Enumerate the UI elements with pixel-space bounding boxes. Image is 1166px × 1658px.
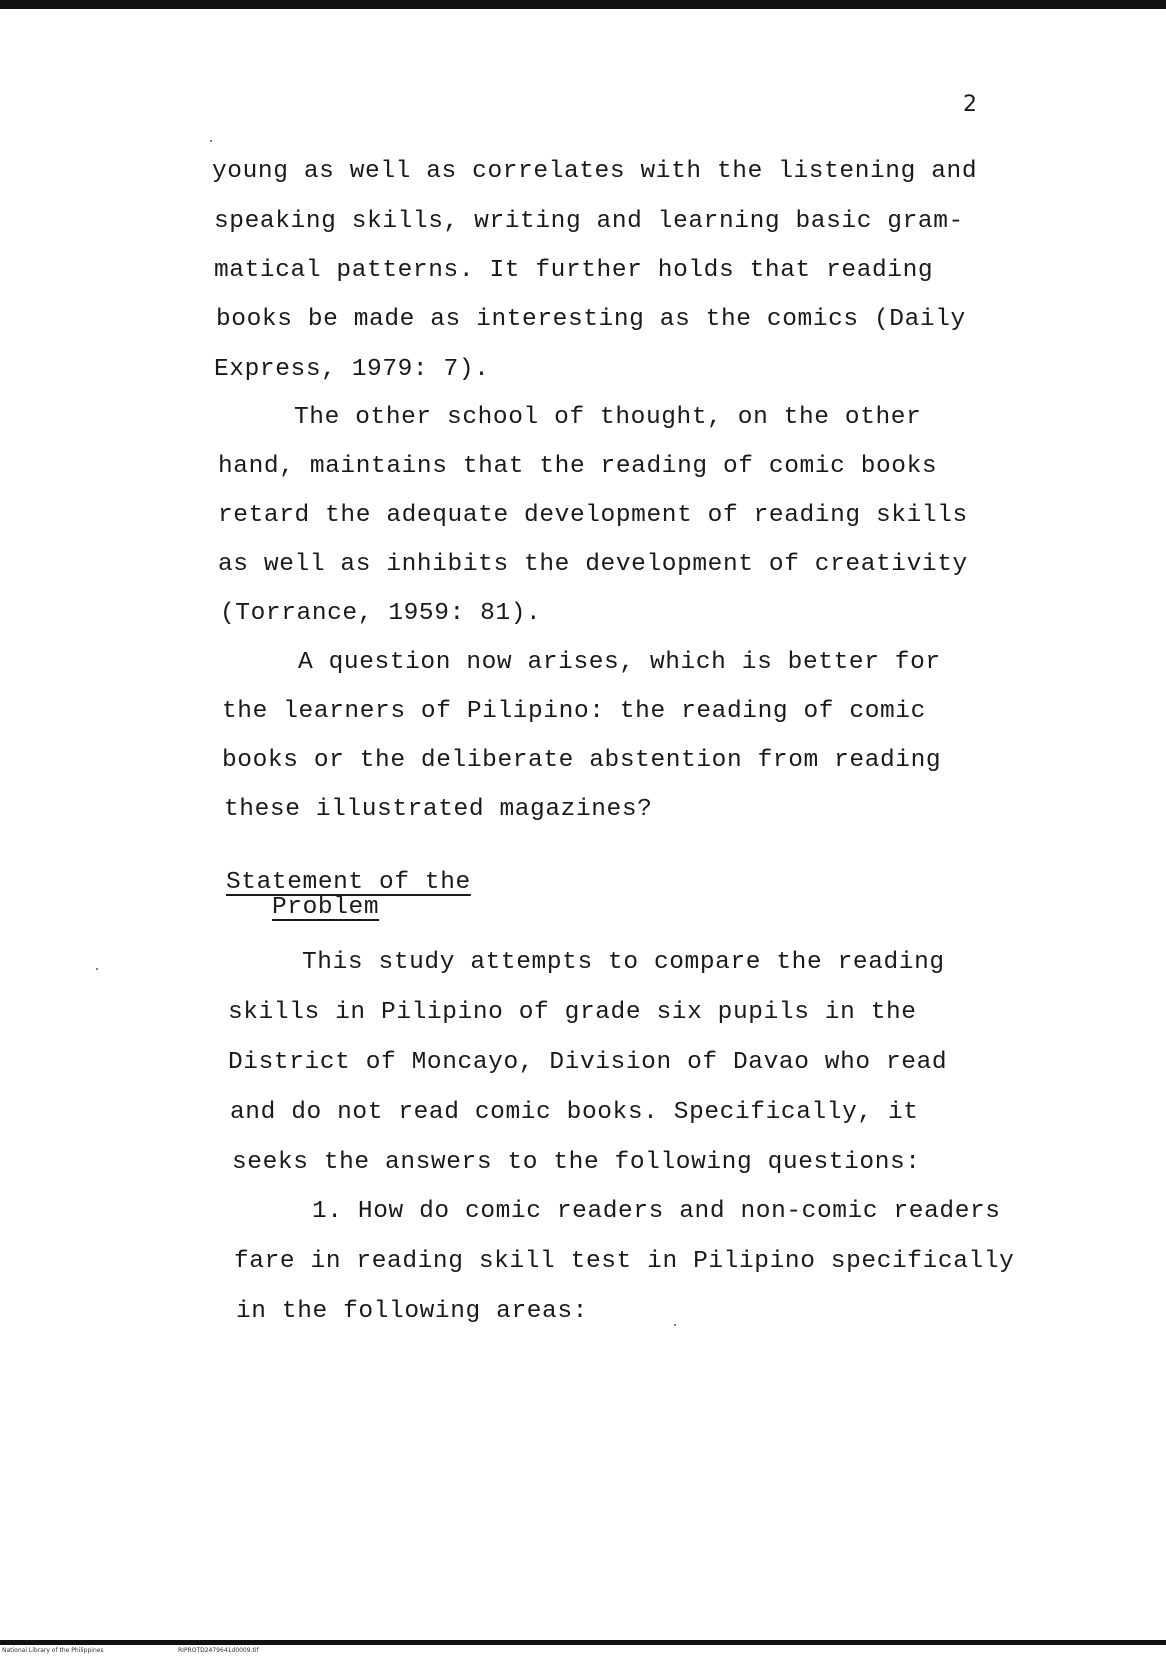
text-line: speaking skills, writing and learning basic gram-	[214, 208, 964, 235]
text-line: matical patterns. It further holds that reading	[214, 257, 934, 284]
text-line: A question now arises, which is better for	[298, 649, 941, 676]
text-line: books be made as interesting as the comics (Daily	[216, 306, 966, 333]
text-line: This study attempts to compare the reading	[302, 949, 945, 976]
text-line: (Torrance, 1959: 81).	[220, 600, 542, 627]
text-line: the learners of Pilipino: the reading of comic	[222, 698, 926, 725]
text-line: fare in reading skill test in Pilipino specifically	[234, 1248, 1015, 1275]
text-line: and do not read comic books. Specifically, it	[230, 1099, 919, 1126]
footer-file-code: RIPROTD2479641d0009.tif	[178, 1647, 259, 1654]
text-line: books or the deliberate abstention from reading	[222, 747, 942, 774]
text-line: skills in Pilipino of grade six pupils in the	[228, 999, 917, 1026]
text-line: seeks the answers to the following questions:	[232, 1149, 921, 1176]
text-line: The other school of thought, on the other	[294, 404, 922, 431]
text-line: in the following areas:	[236, 1298, 588, 1325]
scan-bottom-border	[0, 1640, 1166, 1645]
text-line: 1. How do comic readers and non-comic readers	[312, 1198, 1001, 1225]
footer-caption: National Library of the Philippines	[2, 1647, 104, 1654]
section-heading-line2: Problem	[272, 894, 380, 921]
text-line: retard the adequate development of reading skills	[218, 502, 968, 529]
text-line: hand, maintains that the reading of comic books	[218, 453, 938, 480]
text-line: young as well as correlates with the listening and	[212, 158, 978, 185]
text-line: as well as inhibits the development of creativity	[218, 551, 968, 578]
scan-speck	[210, 140, 212, 142]
text-line: these illustrated magazines?	[224, 796, 653, 823]
scan-speck	[96, 968, 98, 970]
text-line: Express, 1979: 7).	[214, 356, 490, 383]
section-heading-line1: Statement of the	[226, 869, 471, 896]
page-number: 2	[963, 92, 977, 117]
text-line: District of Moncayo, Division of Davao who read	[228, 1049, 948, 1076]
scan-top-border	[0, 0, 1166, 9]
scan-speck	[674, 1324, 676, 1326]
